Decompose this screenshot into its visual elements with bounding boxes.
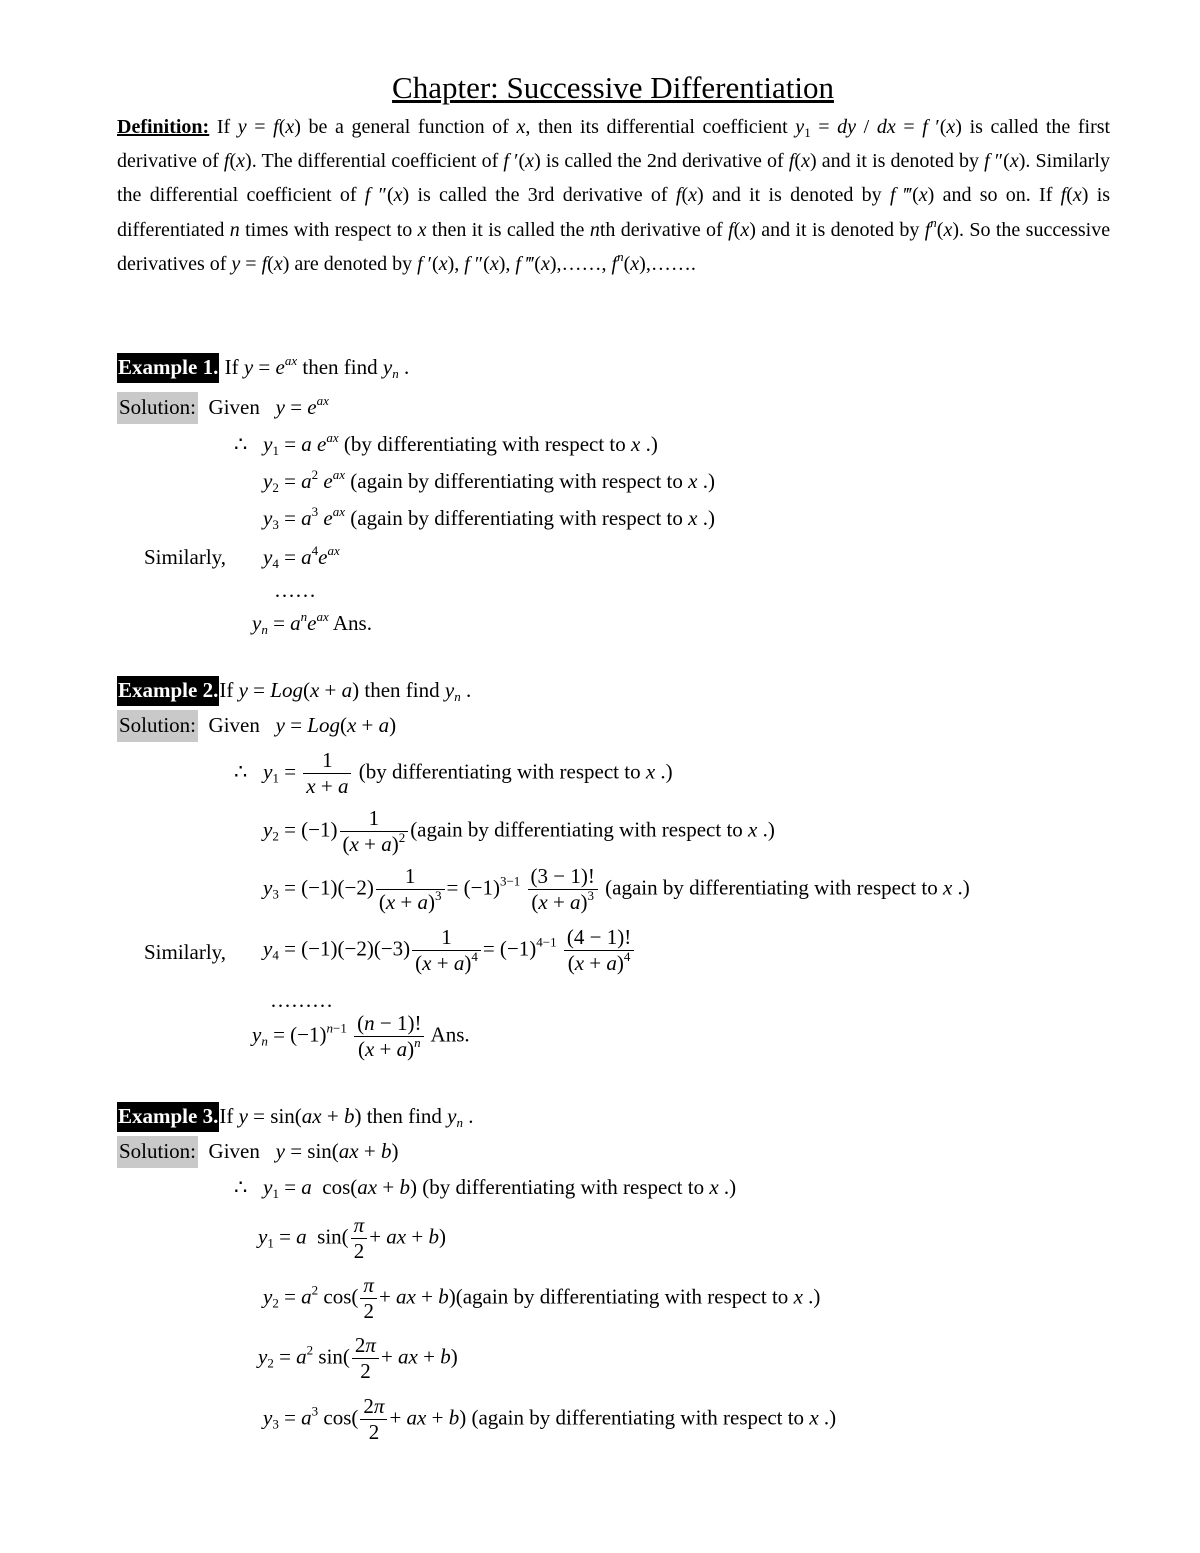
example-3-step: $y_3 = a^3$ cos( $\frac{2\pi}{2}$ + ax + b) (again by differentiating with respect to x .): [263, 1394, 837, 1444]
ellipsis: ………: [270, 988, 333, 1012]
ellipsis: ……: [274, 578, 316, 602]
solution-label: Solution:: [117, 710, 198, 742]
example-label: Example 3.: [117, 1102, 219, 1132]
example-1-step: $y_4 = a^4e^{ax}$: [263, 543, 340, 571]
example-1-step: $y_3 = a^3$ $e^{ax}$ (again by differentiating with respect to x .): [263, 504, 715, 532]
definition-label: Definition:: [117, 116, 210, 138]
question-text: then find: [364, 678, 440, 702]
definition-text: and it is denoted by: [711, 184, 882, 207]
example-2-step: $y_3 = (-1)(-2)$ $\frac{1}{(x + a)^3}$ = $(-1)^{3-1}$ $\frac{(3 - 1)!}{(x + a)^3}$ (again by differentiating with respect to x .): [263, 864, 970, 914]
step-remark: (by differentiating with respect to: [343, 432, 626, 456]
definition-text: is called the first derivative of: [117, 116, 1111, 173]
definition-text: is called the 3rd derivative of: [417, 184, 668, 207]
example-1-solution: Solution: Given $y = e^{ax}$: [117, 397, 329, 418]
solution-label: Solution:: [117, 1136, 198, 1168]
question-text: If: [219, 1104, 234, 1128]
definition-text: and it is denoted by: [761, 218, 920, 241]
question-text: If: [224, 355, 239, 379]
example-3-step: $y_2 = a^2$ sin( $\frac{2\pi}{2}$ + ax + b): [258, 1333, 458, 1383]
example-1-step: ∴ $y_1 = a$ $e^{ax}$ (by differentiating with respect to x .): [234, 430, 658, 458]
given-text: Given: [208, 1139, 260, 1163]
example-2-step: $y_4 = (-1)(-2)(-3)$ $\frac{1}{(x + a)^4}$ = $(-1)^{4-1}$ $\frac{(4 - 1)!}{(x + a)^4}$: [263, 927, 636, 974]
given-text: Given: [208, 713, 260, 737]
step-remark: (by differentiating with respect to: [422, 1175, 705, 1199]
definition-text: is differentiated: [117, 184, 1111, 241]
step-remark: (again by differentiating with respect to: [455, 1284, 789, 1309]
question-text: If: [219, 678, 234, 702]
example-3-solution: Solution: Given y = sin(ax + b): [117, 1141, 398, 1162]
step-remark: (again by differentiating with respect to: [410, 817, 743, 842]
definition-text: . Similarly the differential coefficient of: [117, 150, 1110, 207]
example-2-step: $y_2 = (-1)$ $\frac{1}{(x + a)^2}$ (again by differentiating with respect to x .): [263, 806, 775, 856]
similarly-label: Similarly,: [144, 545, 227, 569]
definition-text: . The differential coefficient of: [251, 150, 499, 173]
example-3-step: $y_1 = a$ sin( $\frac{\pi}{2}$ + ax + b): [258, 1213, 446, 1263]
given-text: Given: [208, 395, 260, 419]
example-3-question: Example 3.If y = sin(ax + b) then find $y_n$ .: [118, 1104, 474, 1130]
definition-text: . So the successive derivatives of: [117, 218, 1111, 275]
example-label: Example 2.: [117, 676, 219, 706]
page-title: Chapter: Successive Differentiation: [392, 70, 834, 105]
example-2-question: Example 2.If y = Log(x + a) then find $y_n$ .: [118, 678, 472, 704]
example-2-solution: Solution: Given y = Log(x + a): [117, 715, 396, 736]
definition-text: times with respect to: [245, 218, 413, 241]
example-label: Example 1.: [117, 353, 219, 383]
example-3-step: $y_2 = a^2$ cos( $\frac{\pi}{2}$ + ax + b)(again by differentiating with respect to x .): [263, 1273, 821, 1323]
step-remark: (again by differentiating with respect to: [350, 506, 683, 530]
question-text: then find: [302, 355, 378, 379]
definition-text: If: [216, 116, 231, 138]
example-2-step: ∴ $y_1$ = $\frac{1}{x + a}$ (by differentiating with respect to x .): [234, 748, 673, 798]
similarly-label: Similarly,: [144, 940, 227, 964]
question-text: then find: [366, 1104, 442, 1128]
definition-text: be a general function of: [308, 116, 509, 138]
example-1-question: Example 1. If $y = e^{ax}$ then find $y_n$ .: [118, 353, 410, 381]
step-remark: (again by differentiating with respect to: [471, 1405, 805, 1430]
answer-label: Ans.: [430, 1022, 470, 1047]
step-remark: (by differentiating with respect to: [358, 759, 641, 784]
step-remark: (again by differentiating with respect to: [350, 469, 683, 493]
example-1-step: $y_2 = a^2$ $e^{ax}$ (again by differentiating with respect to x .): [263, 467, 715, 495]
answer-label: Ans.: [332, 611, 372, 635]
definition-text: and so on. If: [942, 184, 1053, 207]
example-2-result: $y_n = (-1)^{n-1}$ $\frac{(n - 1)!}{(x + a)^n}$ Ans.: [252, 1011, 470, 1061]
definition-paragraph: Definition: If y = f(x) be a general function of x, then its differential coefficient $y_1$ = dy / dx = f ′(x) is called the first derivative of f(x). The differential coefficient of f ′(x) is called the 2nd derivative of f(x) and it is denoted by f ″(x). Similarly the differential coefficient of f ″(x) is called the 3rd derivative of f(x) and it is denoted by f ‴(x) and so on. If f(x) is differentiated n times with respect to x then it is called the nth derivative of f(x) and it is denoted by $f^n(x)$. So the successive derivatives of y = f(x) are denoted by f ′(x), f ″(x), f ‴(x),……, $f^n(x),\dots\dots$.: [117, 116, 1111, 275]
example-1-result: $y_n = a^ne^{ax}$ Ans.: [252, 609, 372, 637]
step-remark: (again by differentiating with respect to: [605, 875, 938, 900]
definition-text: th derivative of: [599, 218, 723, 241]
definition-text: are denoted by: [294, 252, 413, 275]
definition-text: then it is called the: [431, 218, 585, 241]
definition-text: is called the 2nd derivative of: [545, 150, 784, 173]
example-3-step: ∴ $y_1 = a$ cos(ax + b) (by differentiating with respect to x .): [234, 1175, 737, 1201]
definition-text: , then its differential coefficient: [525, 116, 788, 138]
solution-label: Solution:: [117, 392, 198, 424]
definition-text: and it is denoted by: [821, 150, 979, 173]
